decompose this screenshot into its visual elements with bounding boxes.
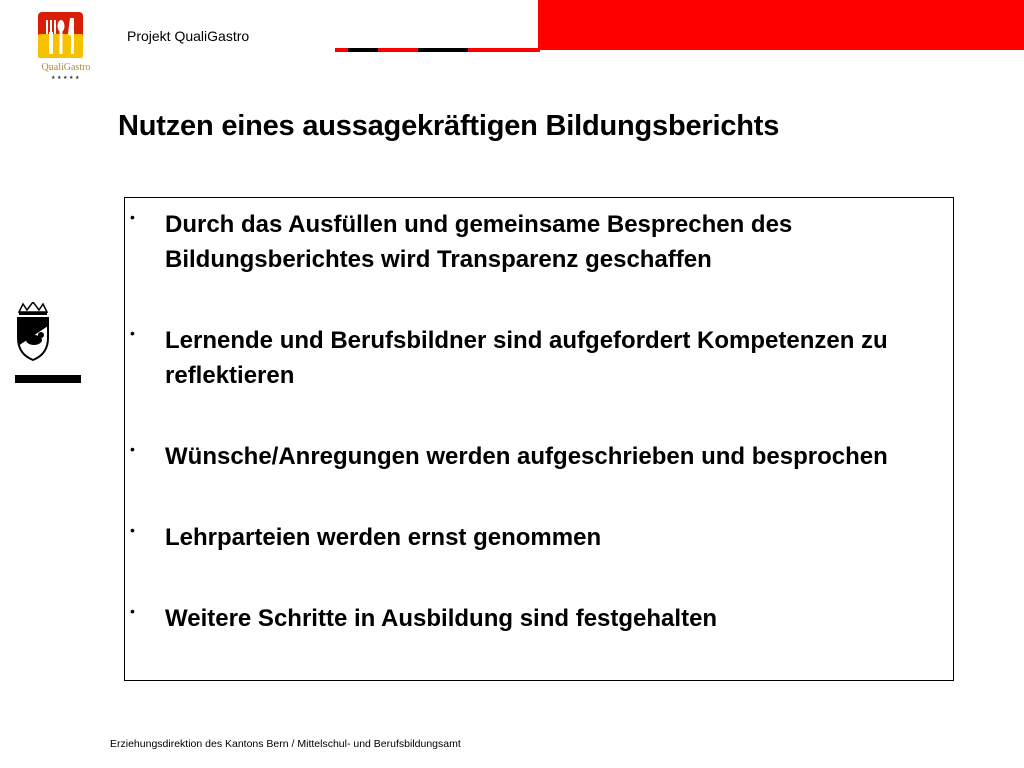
- bullet-item: [125, 439, 953, 474]
- bullet-dot: •: [130, 522, 135, 538]
- logo-wordmark: QualiGastro: [41, 62, 91, 73]
- content-box: [124, 197, 954, 681]
- bullet-dot: •: [130, 603, 135, 619]
- header-red-band: [538, 0, 1024, 50]
- bullet-item: [125, 207, 953, 277]
- bullet-item: [125, 601, 953, 636]
- bern-crest-icon: [15, 302, 51, 362]
- bullet-item: [125, 323, 953, 393]
- bullet-dot: •: [130, 441, 135, 457]
- header-stripe: [335, 48, 540, 52]
- bullet-text: Weitere Schritte in Ausbildung sind festgehalten: [165, 605, 718, 632]
- slide-title: Nutzen eines aussagekräftigen Bildungsberichts: [118, 110, 780, 142]
- header-title: Projekt QualiGastro: [127, 28, 250, 44]
- bullet-dot: •: [130, 325, 135, 341]
- logo-stars: ★★★★★: [51, 75, 81, 81]
- bullet-list: [125, 207, 953, 636]
- bullet-text: Durch das Ausfüllen und gemeinsame Besprechen des Bildungsberichtes wird Transparenz geschaffen: [165, 211, 793, 273]
- bullet-dot: •: [130, 209, 135, 225]
- bullet-text: Lernende und Berufsbildner sind aufgefordert Kompetenzen zu reflektieren: [165, 327, 888, 389]
- qualigastro-logo: [26, 10, 106, 82]
- bullet-text: Lehrparteien werden ernst genommen: [165, 524, 602, 551]
- bullet-text: Wünsche/Anregungen werden aufgeschrieben und besprochen: [165, 443, 888, 470]
- bullet-item: [125, 520, 953, 555]
- crest-bar: [15, 375, 81, 383]
- footer-text: Erziehungsdirektion des Kantons Bern / Mittelschul- und Berufsbildungsamt: [110, 738, 461, 750]
